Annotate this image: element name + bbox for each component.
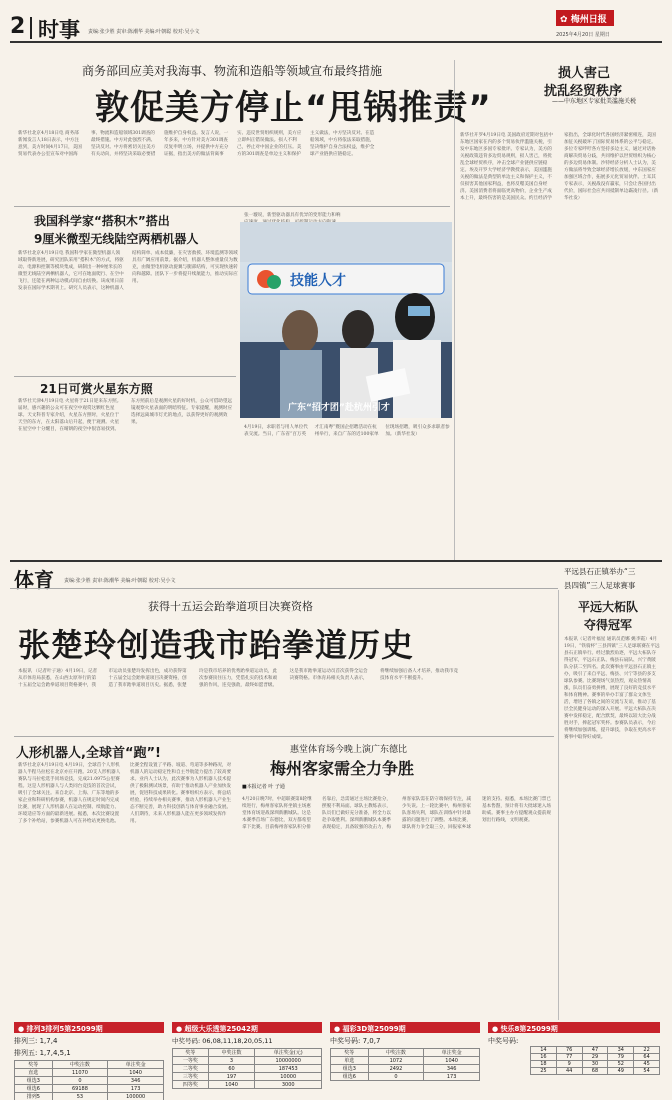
table-cell: 346 xyxy=(108,1077,164,1085)
table-row xyxy=(173,1073,322,1081)
table-cell: 30 xyxy=(582,1061,608,1068)
table-cell: 10000 xyxy=(255,1073,322,1081)
lottery-d3-title xyxy=(330,1022,480,1033)
table-row xyxy=(15,1069,164,1077)
table-row xyxy=(173,1057,322,1065)
lottery-icon: ● xyxy=(334,1025,341,1033)
logo-icon: ✿ xyxy=(560,15,568,25)
page-number-divider xyxy=(30,17,32,39)
table-cell: 29 xyxy=(582,1054,608,1061)
table-cell: 10000000 xyxy=(255,1057,322,1065)
lottery-dlt-title-text: 超级大乐透第25042期 xyxy=(184,1025,258,1033)
table-cell: 三等奖 xyxy=(173,1073,209,1081)
table-cell: 100000 xyxy=(108,1093,164,1100)
table-cell: 18 xyxy=(531,1061,557,1068)
table-cell: 中奖注数 xyxy=(368,1049,424,1057)
basketball-author: ■本报记者 叶 子通 xyxy=(242,784,285,790)
table-cell: 69188 xyxy=(52,1085,108,1093)
table-cell: 直选 xyxy=(15,1069,53,1077)
table-cell: 25 xyxy=(531,1068,557,1075)
table-cell: 45 xyxy=(634,1061,660,1068)
table-row xyxy=(15,1061,164,1069)
table-row xyxy=(531,1054,660,1061)
table-cell: 9 xyxy=(556,1061,582,1068)
lottery-d3-title-text: 福彩3D第25099期 xyxy=(342,1025,406,1033)
paper-logo xyxy=(556,10,614,26)
lottery-p3-line: 排列三: 1,7,4 xyxy=(14,1037,58,1045)
page-header xyxy=(0,0,672,44)
basketball-headline: 梅州客家需全力争胜 xyxy=(270,759,415,778)
table-row xyxy=(531,1068,660,1075)
table-cell: 一等奖 xyxy=(173,1057,209,1065)
table-cell: 79 xyxy=(608,1054,634,1061)
sports-top-rule xyxy=(10,560,662,562)
lottery-p3-title xyxy=(14,1022,164,1033)
table-row xyxy=(531,1047,660,1054)
table-cell: 单注奖金(元) xyxy=(255,1049,322,1057)
table-cell: 奖等 xyxy=(173,1049,209,1057)
table-cell: 中奖注数 xyxy=(208,1049,255,1057)
lottery-icon: ● xyxy=(176,1025,183,1033)
lead-body: 新华社北京4月18日电 商务部新闻发言人18日表示，中方注意到，美方时间4月17日，美国贸易代表办公室宣布对中国海事、物流和造船领域301调查的最终措施。中方对此强烈不满、坚决反对。中方将密切关注美方有关动向，并将坚决采取必要措施维护自身权益。发言人说，一年多来，中方针对美方301调查反复申明立场，并提供中方充分证据，指出美方的做法背离事实、违反世贸组织规则，美方应立即纠正错误做法。损人不利己，停止对中国企业的打压。美方的301调查是单边主义和保护主义做法，中方坚决反对。在造船领域，中方将依法采取措施，坚决维护自身合法权益，维护全球产业链供应链稳定。 xyxy=(18,131,375,157)
table-row xyxy=(15,1077,164,1085)
table-cell: 排列5 xyxy=(15,1093,53,1100)
commentary-headline-1: 损人害己 xyxy=(558,66,611,81)
section-divider xyxy=(14,376,236,377)
table-cell: 34 xyxy=(608,1047,634,1054)
table-row xyxy=(15,1093,164,1100)
table-cell: 22 xyxy=(634,1047,660,1054)
lottery-kl8-table xyxy=(530,1046,660,1075)
table-row xyxy=(173,1049,322,1057)
commentary-headline-2: 扰乱经贸秩序 xyxy=(544,84,623,99)
pingyuan-headline-2: 夺得冠军 xyxy=(584,618,633,632)
table-row xyxy=(331,1049,480,1057)
table-cell: 组选3 xyxy=(15,1077,53,1085)
mars-headline: 21日可赏火星东方照 xyxy=(40,382,153,396)
table-cell: 0 xyxy=(368,1073,424,1081)
pingyuan-headline-1: 平远大柘队 xyxy=(578,600,639,614)
table-cell: 173 xyxy=(424,1073,480,1081)
lottery-dlt-table xyxy=(172,1048,322,1089)
table-cell: 187453 xyxy=(255,1065,322,1073)
table-row xyxy=(331,1073,480,1081)
lottery-icon: ● xyxy=(18,1025,25,1033)
column-divider xyxy=(454,60,455,560)
page-number: 2 xyxy=(10,14,26,39)
paper-name: 梅州日报 xyxy=(570,15,607,25)
table-cell: 单注奖金 xyxy=(424,1049,480,1057)
table-cell: 173 xyxy=(108,1085,164,1093)
table-cell: 52 xyxy=(608,1061,634,1068)
table-cell: 1040 xyxy=(424,1057,480,1065)
basketball-kicker: 惠堂体育场今晚上演广东德比 xyxy=(290,745,408,755)
lottery-dlt-title xyxy=(172,1022,322,1033)
table-row xyxy=(173,1065,322,1073)
pingyuan-kicker-1: 平远县石正镇举办“三 xyxy=(564,567,636,576)
lottery-icon: ● xyxy=(492,1025,499,1033)
robot-headline-1: 我国科学家“搭积木”搭出 xyxy=(34,214,170,228)
table-cell: 60 xyxy=(208,1065,255,1073)
lottery-d3-table xyxy=(330,1048,480,1081)
table-cell: 二等奖 xyxy=(173,1065,209,1073)
mars-body: 新华社天津4月19日电 火星将于21日迎来东方照。届时，感兴趣的公众可在夜空中观赏这颗红色星球。天文科普专家介绍，火星东方照时，火星位于天空的东方，在太阳落山后升起，便于观测。火星在星空中十分醒目，在晴朗的夜空中很容易找到。东方照前后是观测火星的好时机，公众可借助望远镜观察火星表面的明暗特征。专家提醒，观测时应选择远离城市灯光的地点，以获得更好的观测效果。 xyxy=(18,399,233,432)
commentary-byline: ——中东地区专家批美滥施关税 xyxy=(552,98,637,105)
table-cell: 1040 xyxy=(208,1081,255,1089)
sports-kicker: 获得十五运会跆拳道项目决赛资格 xyxy=(148,600,313,613)
table-cell: 64 xyxy=(634,1054,660,1061)
photo-caption-body: 4月19日，求职者与用人单位代表交流。当日，广东省“百万英才汇南粤”暨国企招聘活动在杭州举行，来自广东的近100家单位现场招聘，吸引众多求职者参加。（新华社发） xyxy=(244,425,450,437)
editors-line: 责编:张少胜 责审:陈潮华 美编:叶朝聪 校对:吴小文 xyxy=(88,29,200,35)
table-row xyxy=(15,1085,164,1093)
sports-headline: 张楚玲创造我市跆拳道历史 xyxy=(18,626,415,664)
table-cell: 197 xyxy=(208,1073,255,1081)
robot-run-body: 新华社北京4月19日电 4月19日，全球首个人形机器人半程马拉松在北京亦庄开跑。20支人形机器人赛队与马拉松选手同场竞技，完成21.0975公里赛程。这是人形机器人与人类同台竞技的首次尝试，吸引了全球关注。来自北京、上海、广东等地的多家企业和科研机构参赛，机器人在规定时间内完成比赛，展现了人形机器人在运动控制、续航能力、环境适应等方面的最新进展。据悉，本次比赛设置了多个补给站，参赛机器人可在补给站更换电池。比赛全程设置了平路、坡道、弯道等多种路况，对机器人的运动稳定性和自主导航能力提出了较高要求。业内人士认为，此次赛事为人形机器人技术提供了极限测试场景，有助于推动机器人产业加快发展，促进科技成果转化。赛事组织方表示，将总结经验，持续举办相关赛事，推动人形机器人产业生态不断完善，助力科技创新与体育事业融合发展。人们期待，未来人形机器人能在更多领域发挥作用。 xyxy=(18,763,232,824)
table-cell: 1072 xyxy=(368,1057,424,1065)
table-row xyxy=(173,1081,322,1089)
table-cell: 49 xyxy=(608,1068,634,1075)
table-cell: 16 xyxy=(531,1054,557,1061)
table-cell: 奖等 xyxy=(15,1061,53,1069)
lottery-p5-line: 排列五: 1,7,4,5,1 xyxy=(14,1049,71,1057)
section-divider xyxy=(14,736,554,737)
table-cell: 53 xyxy=(52,1093,108,1100)
table-cell: 3000 xyxy=(255,1081,322,1089)
photo-scene xyxy=(240,222,452,418)
sports-section-title: 体育 xyxy=(14,568,54,592)
sports-column-divider xyxy=(558,590,559,1020)
table-cell: 76 xyxy=(556,1047,582,1054)
header-rule xyxy=(10,41,662,43)
lottery-kl8-line: 中奖号码: xyxy=(488,1037,519,1045)
table-cell: 四等奖 xyxy=(173,1081,209,1089)
section-title: 时事 xyxy=(38,18,80,42)
table-cell: 0 xyxy=(52,1077,108,1085)
robot-body-2: 张一璇说，新型驱动器具有优异的变形能力和响 xyxy=(244,213,341,218)
table-cell: 组选6 xyxy=(331,1073,369,1081)
table-cell: 44 xyxy=(556,1068,582,1075)
table-cell: 54 xyxy=(634,1068,660,1075)
lottery-kl8-title-text: 快乐8第25099期 xyxy=(500,1025,558,1033)
table-cell: 11070 xyxy=(52,1069,108,1077)
robot-headline-2: 9厘米微型无线陆空两栖机器人 xyxy=(34,232,199,246)
lottery-p3-table xyxy=(14,1060,164,1100)
table-cell: 单注奖金 xyxy=(108,1061,164,1069)
date-line: 2025年4月20日 星期日 xyxy=(556,32,610,38)
table-cell: 77 xyxy=(556,1054,582,1061)
photo-caption-title: 广东“招才团”赴杭州引才 xyxy=(288,403,390,413)
table-cell: 346 xyxy=(424,1065,480,1073)
lead-headline: 敦促美方停止“甩锅推责” xyxy=(95,88,492,128)
pingyuan-kicker-2: 县四镇”三人足球赛事 xyxy=(564,581,636,590)
commentary-body: 新华社开罗4月19日电 美国政府近期对包括中东地区国家在内的多个贸易伙伴滥施关税，引发中东地区多国专家批评。专家认为，美方的关税政策违背多边贸易规则，损人害己，将扰乱全球经贸秩序，冲击全球产业链供应链稳定。埃及开罗大学经济学教授表示，美国滥施关税的做法是典型的单边主义和保护主义，不仅损害其他国家利益，也将反噬美国自身经济。美国消费者将面临更高物价，企业生产成本上升，最终伤害的是美国民众。约旦经济学家指出，全球化时代各国经济紧密相连，美国加征关税破坏了国际贸易体系的公平与稳定。多位专家呼吁各方坚持多边主义，通过对话协商解决贸易分歧，共同维护以世贸组织为核心的多边贸易体制。沙特经济分析人士认为，美方做法将导致全球经济增长放缓，中东国家应加强区域合作，拓展多元化贸易伙伴。土耳其专家表示，关税战没有赢家，只会让各国付出代价，国际社会应共同抵制单边霸凌行径。（新华社发） xyxy=(460,133,659,201)
lottery-kl8-title xyxy=(488,1022,660,1033)
table-cell: 1040 xyxy=(108,1069,164,1077)
table-cell: 68 xyxy=(582,1068,608,1075)
table-cell: 组选6 xyxy=(15,1085,53,1093)
news-photo xyxy=(240,222,452,418)
sports-editors-line: 责编:张少胜 责审:陈潮华 美编:叶朝聪 校对:吴小文 xyxy=(64,578,176,584)
basketball-body: 4月20日晚7时，中超联赛第8轮继续进行，梅州客家队将坐镇主场惠堂体育场迎战深圳新鹏城队。这是本赛季首场广东德比，双方都希望拿下比赛。目前梅州客家队积分排名靠后，急需通过主场比赛抢分，摆脱不利局面。球队主教练表示，队员们已做好充分准备，将全力以赴争取胜利。深圳新鹏城队本赛季表现稳定，具备较强的攻击力，梅州客家队需在防守端保持专注，减少失误。上一轮比赛中，梅州客家队客场失利，球队在训练中针对暴露的问题进行了调整。本场比赛，球队将力争全取三分，回报家乡球迷的支持。据悉，本场比赛门票已基本售罄，预计将有大批球迷入场助威。赛事主办方提醒观众提前规划出行路线，文明观赛。 xyxy=(242,797,551,830)
pingyuan-body: 本报讯（记者叶福星 通讯员范娜 姚李霞）4月19日，“铁骑杯”三县四镇“三人足球联赛在平远县石正镇举行。经过激烈角逐，平远大柘队夺得冠军，平远石正队、梅县石扇队、兴宁黄陂队分获二至四名。此次赛事由平远县石正镇主办，吸引了来自平远、梅县、兴宁等县的多支球队参赛。比赛现场气氛热烈，观众热情高涨，队员们奋勇拼搏，展现了良好的竞技水平和体育精神。赛事的举办丰富了群众文体生活，增进了各镇之间的交流与友谊，推动了基层全民健身运动的深入开展。平远大柘队在决赛中发挥稳定，配合默契，最终以较大比分战胜对手，捧起冠军奖杯。参赛队员表示，今后将继续加强训练，提升球技，争取在更高水平赛事中取得好成绩。 xyxy=(564,637,660,740)
sports-header-rule xyxy=(10,588,558,589)
lottery-dlt-line: 中奖号码: 06,08,11,18,20,05,11 xyxy=(172,1037,273,1045)
lottery-section xyxy=(0,1022,672,1100)
table-row xyxy=(531,1061,660,1068)
photo-banner-text: 技能人才 xyxy=(290,273,346,289)
table-cell: 奖等 xyxy=(331,1049,369,1057)
sports-lead-body: 本报讯 （记者叶子通）4月19日，记者从市体育局获悉，在山西太原举行的第十五届全运会跆拳道项目资格赛中，我市运动员张楚玲发挥出色，成功获得第十五届全运会跆拳道项目决赛资格，创造了我市跆拳道项目历史。据悉，张楚玲是我市培养的优秀跆拳道运动员，此次参赛顶住压力，凭借扎实的技术和顽强的作风，连克强敌，最终如愿晋级。这是我市跆拳道运动员首次获得全运会决赛资格。市体育局相关负责人表示，将继续加强后备人才培养，推动我市竞技体育水平不断提升。 xyxy=(18,669,459,688)
table-cell: 2492 xyxy=(368,1065,424,1073)
table-cell: 14 xyxy=(531,1047,557,1054)
table-cell: 47 xyxy=(582,1047,608,1054)
lottery-p3-title-text: 排列3排列5第25099期 xyxy=(26,1025,103,1033)
robot-run-headline: 人形机器人,全球首“跑”! xyxy=(16,746,161,761)
robot-body: 新华社北京4月19日电 我国科学家在微型机器人领域取得新进展，研究团队采用“搭积木”的方式，将驱动、电源和控制等模块集成，研制出一种9厘米长的微型无线陆空两栖机器人，它可在地面爬行、在空中飞行，还能在两种运动模式间自由切换。该成果日前发表在国际学术期刊上。研究人员表示，这种机器人结构简单、成本低廉，在灾害救援、环境监测等领域具有广阔应用前景。据介绍，机器人整体重量仅为数克，由微型电机驱动旋翼与腿部结构，可实现快速转向和越障。团队下一步将提升续航能力，推动实际应用。 xyxy=(18,251,238,291)
table-cell: 组选3 xyxy=(331,1065,369,1073)
lead-kicker: 商务部回应美对我海事、物流和造船等领域宣布最终措施 xyxy=(82,64,383,78)
table-row xyxy=(331,1065,480,1073)
section-divider xyxy=(14,206,450,207)
table-row xyxy=(331,1057,480,1065)
table-cell: 中奖注数 xyxy=(52,1061,108,1069)
table-cell: 单选 xyxy=(331,1057,369,1065)
lottery-d3-line: 中奖号码: 7,0,7 xyxy=(330,1037,381,1045)
table-cell: 3 xyxy=(208,1057,255,1065)
